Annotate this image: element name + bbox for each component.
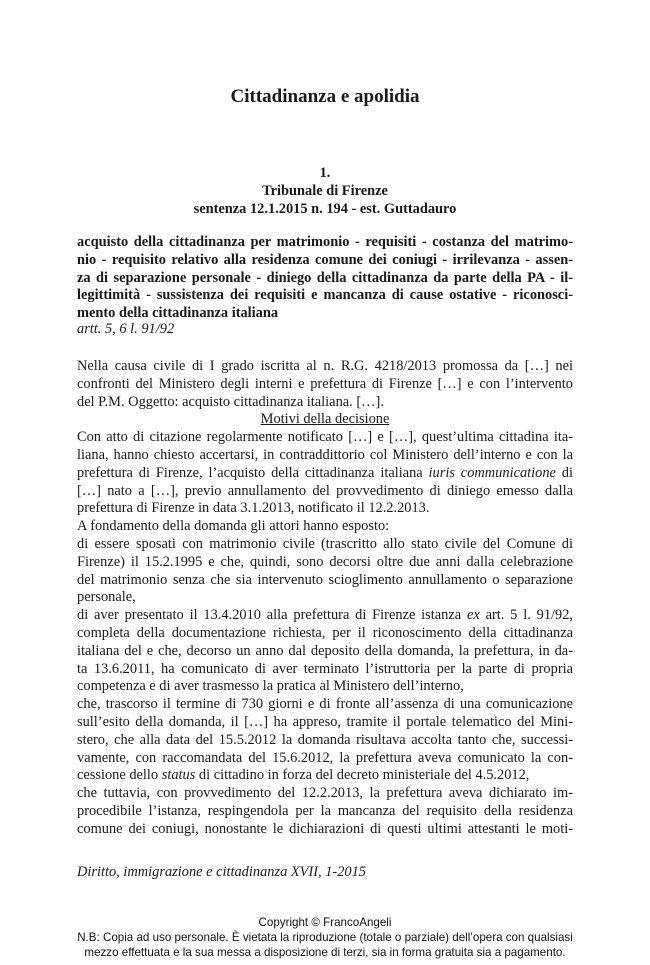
text-line: comune dei coniugi, nonostante le dichiarazioni di questi ultimi attestanti le moti- [77, 820, 573, 837]
keywords-line: legittimità - sussistenza dei requisiti e mancanza di cause ostative - riconosci- [77, 287, 573, 304]
sentence-reference: sentenza 12.1.2015 n. 194 - est. Guttadauro [193, 200, 457, 217]
case-header [77, 165, 573, 218]
body-text [77, 358, 573, 839]
text-line: competenza e di aver trasmesso la pratica al Ministero dell’interno, [77, 678, 464, 695]
case-number: 1. [319, 165, 331, 181]
text-run: prefettura di Firenze, l’acquisto della cittadinanza italiana [77, 464, 429, 481]
text-line: A fondamento della domanda gli attori hanno esposto: [77, 518, 390, 535]
text-line: di essere sposati con matrimonio civile (trascritto allo stato civile del Comune di [77, 535, 573, 552]
text-line: personale, [77, 589, 136, 606]
text-run: art. 5 l. 91/92, [479, 607, 573, 624]
text-line: procedibile l’istanza, respingendola per la mancanza del requisito della residenza [77, 802, 573, 819]
text-line: stero, che alla data del 15.5.2012 la domanda risultava accolta tanto che, successi- [77, 731, 573, 748]
keywords-line: acquisto della cittadinanza per matrimonio - requisiti - costanza del matrimo- [77, 234, 573, 250]
copyright-notice [0, 915, 650, 961]
text-line: […] nato a […], previo annullamento del provvedimento di diniego emesso dalla [77, 482, 573, 499]
text-line: che, trascorso il termine di 730 giorni e di fronte all’assenza di una comunicazione [77, 696, 573, 713]
copyright-line: mezzo effettuata e la sua messa a disposizione di terzi, sia in forma gratuita sia a pagamento. [84, 946, 566, 960]
court-name: Tribunale di Firenze [262, 182, 388, 199]
text-line: Nella causa civile di I grado iscritta al n. R.G. 4218/2013 promossa da […] nei [77, 358, 573, 374]
keywords-line: mento della cittadinanza italiana [77, 305, 279, 322]
text-run: di cittadino in forza del decreto ministeriale del 4.5.2012, [195, 767, 530, 784]
text-line [77, 607, 573, 625]
text-line: prefettura di Firenze in data 3.1.2013, notificato il 12.2.2013. [77, 500, 430, 517]
journal-footer: Diritto, immigrazione e cittadinanza XVII, 1-2015 [77, 864, 366, 880]
text-line: confronti del Ministero degli interni e prefettura di Firenze […] e con l’intervento [77, 375, 573, 392]
page-title: Cittadinanza e apolidia [230, 86, 420, 107]
text-line: sull’esito della domanda, il […] ha appreso, tramite il portale telematico del Mini- [77, 713, 573, 730]
copyright-line: Copyright © FrancoAngeli [258, 916, 392, 929]
text-line: vamente, con raccomandata del 15.6.2012, la prefettura aveva comunicato la con- [77, 749, 573, 766]
text-line: liana, hanno chiesto accertarsi, in contraddittorio col Ministero dell’interno e con la [77, 446, 573, 463]
italic-run: iuris communicatione [428, 464, 556, 481]
text-run: cessione dello [77, 767, 162, 784]
italic-run: ex [466, 607, 480, 624]
section-heading [77, 411, 573, 429]
italic-run: status [161, 767, 196, 784]
text-line: che tuttavia, con provvedimento del 12.2.2013, la prefettura aveva dichiarato im- [77, 785, 573, 802]
text-line: del matrimonio senza che sia intervenuto scioglimento annullamento o separazione [77, 571, 573, 588]
text-run: di [555, 464, 574, 481]
articles-reference: artt. 5, 6 l. 91/92 [77, 321, 175, 337]
text-line: del P.M. Oggetto: acquisto cittadinanza italiana. […]. [77, 393, 384, 410]
text-line: Firenze) il 15.2.1995 e che, quindi, sono decorsi oltre due anni dalla celebrazione [77, 553, 573, 570]
text-line: completa della documentazione richiesta, per il riconoscimento della cittadinanza [77, 624, 573, 641]
keywords-line: za di separazione personale - diniego della cittadinanza da parte della PA - il- [77, 269, 573, 286]
keywords-block [77, 234, 573, 323]
text-run: di aver presentato il 13.4.2010 alla prefettura di Firenze istanza [77, 607, 467, 624]
section-heading-text: Motivi della decisione [260, 411, 390, 428]
text-line: Con atto di citazione regolarmente notificato […] e […], quest’ultima cittadina ita- [77, 429, 573, 446]
text-line [77, 767, 573, 785]
text-line [77, 465, 573, 483]
text-line: ta 13.6.2011, ha comunicato di aver terminato l’istruttoria per la parte di propria [77, 660, 573, 677]
keywords-line: nio - requisito relativo alla residenza comune dei coniugi - irrilevanza - assen- [77, 251, 573, 268]
text-line: italiana del e che, decorso un anno dal deposito della domanda, la prefettura, in da- [77, 642, 573, 659]
copyright-line: N.B: Copia ad uso personale. È vietata la riproduzione (totale o parziale) dell’opera con qualsiasi [77, 931, 573, 945]
